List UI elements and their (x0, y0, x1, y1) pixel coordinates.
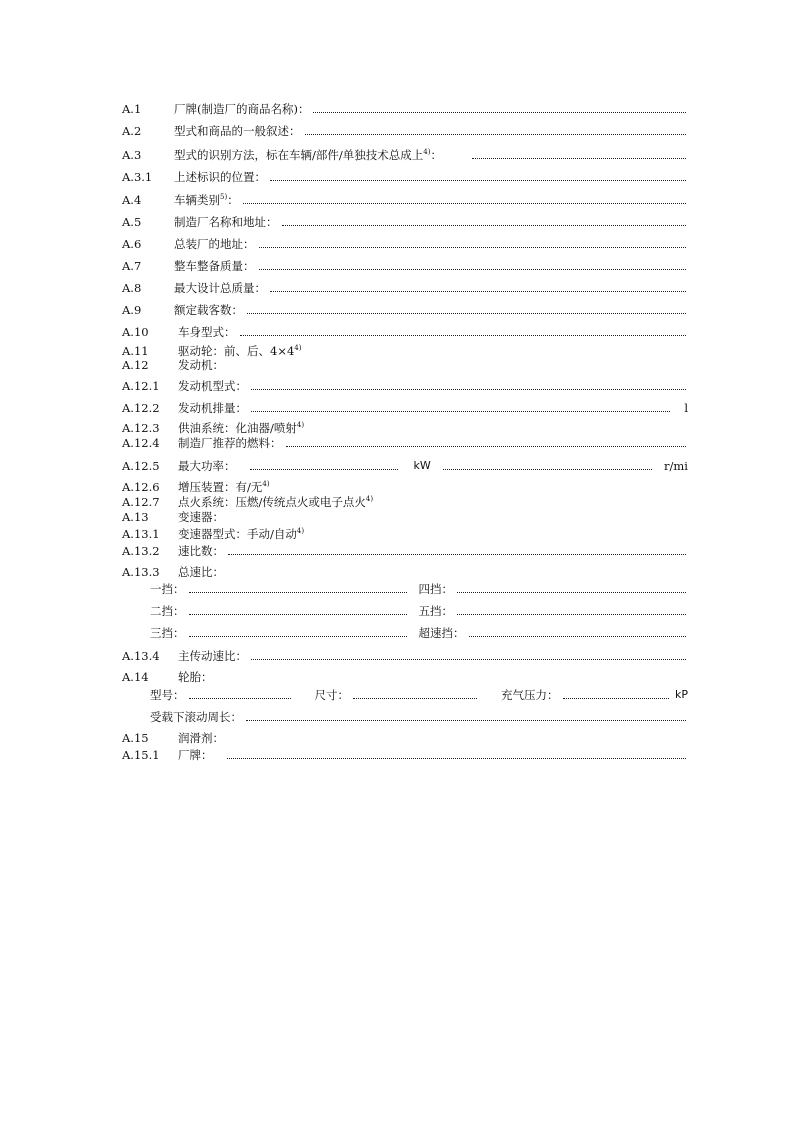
item-number: A.10 (122, 325, 149, 339)
fill-line (353, 697, 477, 699)
item-label: 厂牌： (178, 748, 213, 762)
item-a13-1 (122, 523, 688, 541)
gear-row-3 (150, 622, 688, 640)
fill-line (240, 334, 687, 336)
item-label: 车辆类别$^{5)}$： (174, 193, 239, 207)
fill-line (563, 697, 669, 699)
item-label: 速比数： (178, 544, 224, 558)
fill-line (251, 658, 686, 660)
gear-label-4: 四挡： (418, 582, 453, 596)
item-a12-5 (122, 455, 688, 473)
item-number: A.4 (122, 193, 142, 207)
gear-label-5: 五挡： (418, 604, 453, 618)
item-number: A.13.1 (122, 527, 160, 541)
unit-label: l (684, 401, 688, 415)
item-label: 变速器： (178, 510, 224, 524)
tire-pressure-label: 充气压力： (501, 688, 559, 702)
item-a7 (122, 255, 688, 273)
item-a2 (122, 120, 688, 138)
fill-line (469, 635, 687, 637)
fill-line (270, 179, 686, 181)
item-number: A.5 (122, 215, 142, 229)
item-label: 点火系统：压燃/传统点火或电子点火$^{4)}$ (178, 495, 374, 509)
item-label: 供油系统：化油器/喷射$^{4)}$ (178, 421, 305, 435)
fill-line (189, 635, 407, 637)
unit-label: kP (674, 688, 688, 701)
footnote-ref: 4) (296, 421, 305, 430)
item-label: 制造厂名称和地址： (174, 215, 278, 229)
fill-line (246, 719, 686, 721)
item-number: A.13.4 (122, 649, 160, 663)
item-label: 最大设计总质量： (174, 281, 266, 295)
item-a6 (122, 233, 688, 251)
fill-line (305, 133, 687, 135)
item-number: A.12.4 (122, 436, 160, 450)
fill-line (243, 202, 686, 204)
fill-line (227, 757, 687, 759)
fill-line (251, 410, 670, 412)
footnote-ref: 4) (423, 148, 431, 157)
fill-line (457, 591, 686, 593)
fill-line (286, 445, 687, 447)
item-number: A.14 (122, 670, 149, 684)
fill-line (259, 268, 687, 270)
item-label: 车身型式： (178, 325, 236, 339)
item-label: 上述标识的位置： (174, 170, 266, 184)
item-a8 (122, 277, 688, 295)
fill-line (228, 553, 686, 555)
unit-label: kW (413, 459, 431, 472)
footnote-ref: 4) (296, 527, 305, 536)
item-number: A.2 (122, 124, 142, 138)
item-label: 发动机： (178, 358, 224, 372)
item-a9 (122, 299, 688, 317)
item-label: 最大功率： (178, 459, 236, 473)
fill-line (251, 388, 686, 390)
item-label: 型式和商品的一般叙述： (174, 124, 301, 138)
item-a12-4 (122, 432, 688, 450)
item-label: 驱动轮：前、后、$4\times 4^{4)}$ (178, 344, 302, 358)
item-number: A.11 (122, 344, 149, 358)
footnote-ref: 5) (220, 193, 228, 202)
item-number: A.9 (122, 303, 142, 317)
item-label: 型式的识别方法，标在车辆/部件/单独技术总成上$^{4)}$： (174, 148, 442, 162)
item-label: 轮胎： (178, 670, 213, 684)
item-number: A.13.2 (122, 544, 160, 558)
item-a13-4 (122, 645, 688, 663)
item-number: A.12.6 (122, 480, 160, 494)
item-a13-3 (122, 561, 688, 579)
fill-line (282, 224, 687, 226)
item-number: A.13 (122, 510, 149, 524)
tire-circumference-label: 受载下滚动周长： (150, 710, 242, 724)
item-label: 总速比： (178, 565, 224, 579)
item-a13 (122, 506, 688, 524)
item-number: A.6 (122, 237, 142, 251)
item-label: 总装厂的地址： (174, 237, 255, 251)
item-number: A.8 (122, 281, 142, 295)
footnote-ref: 4) (262, 480, 270, 489)
item-a14 (122, 666, 688, 684)
item-label: 增压装置：有/无$^{4)}$ (178, 480, 270, 494)
item-a10 (122, 321, 688, 339)
item-number: A.12.7 (122, 495, 160, 509)
item-a12-1 (122, 375, 688, 393)
tire-row (150, 684, 688, 702)
fill-line (189, 697, 291, 699)
tire-size-label: 尺寸： (314, 688, 349, 702)
fill-line (189, 591, 407, 593)
item-number: A.13.3 (122, 565, 160, 579)
item-a3 (122, 144, 688, 162)
fill-line (457, 613, 686, 615)
item-number: A.12 (122, 358, 149, 372)
item-a5 (122, 211, 688, 229)
item-a13-2 (122, 540, 688, 558)
fill-line (472, 157, 686, 159)
unit-label: r/mi (664, 459, 688, 473)
gear-row-1 (150, 578, 688, 596)
item-a1 (122, 98, 688, 116)
footnote-ref: 4) (365, 495, 374, 504)
item-label: 额定载客数： (174, 303, 243, 317)
item-a4 (122, 189, 688, 207)
item-label: 润滑剂： (178, 731, 224, 745)
footnote-ref: 4) (294, 344, 302, 353)
tire-model-label: 型号： (150, 688, 185, 702)
fill-line (247, 312, 686, 314)
fill-line (443, 468, 652, 470)
item-a12-2 (122, 397, 688, 415)
item-label: 制造厂推荐的燃料： (178, 436, 282, 450)
item-number: A.15 (122, 731, 149, 745)
gear-label-1: 一挡： (150, 582, 185, 596)
tire-circumference-row (150, 706, 688, 724)
fill-line (250, 468, 398, 470)
item-number: A.15.1 (122, 748, 160, 762)
item-number: A.3 (122, 148, 142, 162)
item-label: 主传动速比： (178, 649, 247, 663)
item-number: A.1 (122, 102, 142, 116)
gear-label-2: 二挡： (150, 604, 185, 618)
item-label: 变速器型式：手动/自动$^{4)}$ (178, 527, 305, 541)
gear-label-3: 三挡： (150, 626, 185, 640)
fill-line (313, 111, 686, 113)
item-label: 厂牌(制造厂的商品名称)： (174, 102, 310, 116)
item-a15-1 (122, 744, 688, 762)
fill-line (189, 613, 407, 615)
item-number: A.7 (122, 259, 142, 273)
item-label: 发动机排量： (178, 401, 247, 415)
item-number: A.12.2 (122, 401, 160, 415)
gear-label-overdrive: 超速挡： (418, 626, 465, 640)
item-number: A.12.5 (122, 459, 160, 473)
item-a15 (122, 727, 688, 745)
item-a12 (122, 354, 688, 372)
item-label: 发动机型式： (178, 379, 247, 393)
item-number: A.12.3 (122, 421, 160, 435)
fill-line (259, 246, 687, 248)
item-number: A.3.1 (122, 170, 153, 184)
fill-line (270, 290, 686, 292)
item-number: A.12.1 (122, 379, 160, 393)
gear-row-2 (150, 600, 688, 618)
item-label: 整车整备质量： (174, 259, 255, 273)
item-a3-1 (122, 166, 688, 184)
